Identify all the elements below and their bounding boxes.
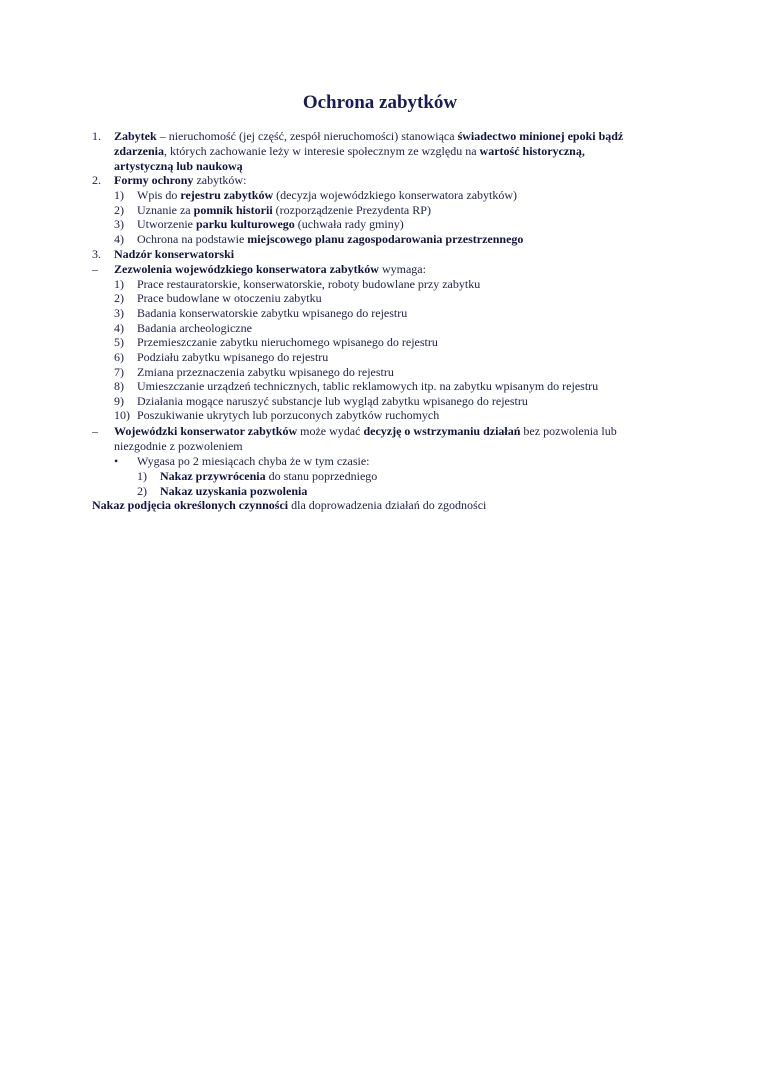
- conservator-line2: niezgodnie z pozwoleniem: [114, 439, 243, 453]
- forms-item-2: Uznanie za pomnik historii (rozporządzenie Prezydenta RP): [137, 203, 431, 217]
- subitem-number: 2): [114, 291, 124, 305]
- bullet-item: Wygasa po 2 miesiącach chyba że w tym czasie:: [137, 454, 370, 468]
- item-number: 1.: [92, 129, 101, 143]
- item1-line2: zdarzenia, których zachowanie leży w interesie społecznym ze względu na wartość historyczną,: [114, 144, 585, 158]
- permit-item: Podziału zabytku wpisanego do rejestru: [137, 350, 329, 364]
- permit-item: Umieszczanie urządzeń technicznych, tablic reklamowych itp. na zabytku wpisanym do rejestru: [137, 379, 599, 393]
- item-number: 3.: [92, 247, 101, 261]
- subitem-number: 7): [114, 365, 124, 379]
- order-item-2: Nakaz uzyskania pozwolenia: [160, 484, 308, 498]
- subitem-number: 3): [114, 306, 124, 320]
- order-item-1: Nakaz przywrócenia do stanu poprzedniego: [160, 469, 378, 483]
- subitem-number: 1): [137, 469, 147, 483]
- subitem-number: 4): [114, 232, 124, 246]
- dash-marker: –: [92, 262, 98, 276]
- forms-item-3: Utworzenie parku kulturowego (uchwała rady gminy): [137, 217, 404, 231]
- bullet-icon: •: [114, 454, 119, 468]
- permits-heading: Zezwolenia wojewódzkiego konserwatora zabytków wymaga:: [114, 262, 426, 276]
- permit-item: Przemieszczanie zabytku nieruchomego wpisanego do rejestru: [137, 335, 438, 349]
- subitem-number: 4): [114, 321, 124, 335]
- subitem-number: 1): [114, 188, 124, 202]
- permit-item: Działania mogące naruszyć substancje lub wygląd zabytku wpisanego do rejestru: [137, 394, 528, 408]
- dash-marker: –: [92, 424, 98, 438]
- permit-item: Badania konserwatorskie zabytku wpisanego do rejestru: [137, 306, 408, 320]
- forms-item-4: Ochrona na podstawie miejscowego planu zagospodarowania przestrzennego: [137, 232, 524, 246]
- permit-item: Prace restauratorskie, konserwatorskie, roboty budowlane przy zabytku: [137, 277, 481, 291]
- final-note: Nakaz podjęcia określonych czynności dla doprowadzenia działań do zgodności: [92, 498, 487, 512]
- subitem-number: 2): [137, 484, 147, 498]
- forms-item-1: Wpis do rejestru zabytków (decyzja wojewódzkiego konserwatora zabytków): [137, 188, 518, 202]
- subitem-number: 3): [114, 217, 124, 231]
- permit-item: Badania archeologiczne: [137, 321, 252, 335]
- permit-item: Poszukiwanie ukrytych lub porzuconych zabytków ruchomych: [137, 408, 440, 422]
- subitem-number: 8): [114, 379, 124, 393]
- subitem-number: 6): [114, 350, 124, 364]
- item1-line3: artystyczną lub naukową: [114, 159, 243, 173]
- item1-line1: Zabytek – nieruchomość (jej część, zespół nieruchomości) stanowiąca świadectwo minionej epoki bądź: [114, 129, 624, 143]
- subitem-number: 10): [114, 408, 130, 422]
- item3-heading: Nadzór konserwatorski: [114, 247, 235, 261]
- subitem-number: 9): [114, 394, 124, 408]
- conservator-line1: Wojewódzki konserwator zabytków może wydać decyzję o wstrzymaniu działań bez pozwolenia lub: [114, 424, 617, 438]
- permit-item: Prace budowlane w otoczeniu zabytku: [137, 291, 322, 305]
- subitem-number: 1): [114, 277, 124, 291]
- subitem-number: 5): [114, 335, 124, 349]
- item2-heading: Formy ochrony zabytków:: [114, 173, 247, 187]
- page-title: Ochrona zabytków: [302, 92, 458, 113]
- subitem-number: 2): [114, 203, 124, 217]
- item-number: 2.: [92, 173, 101, 187]
- permit-item: Zmiana przeznaczenia zabytku wpisanego do rejestru: [137, 365, 394, 379]
